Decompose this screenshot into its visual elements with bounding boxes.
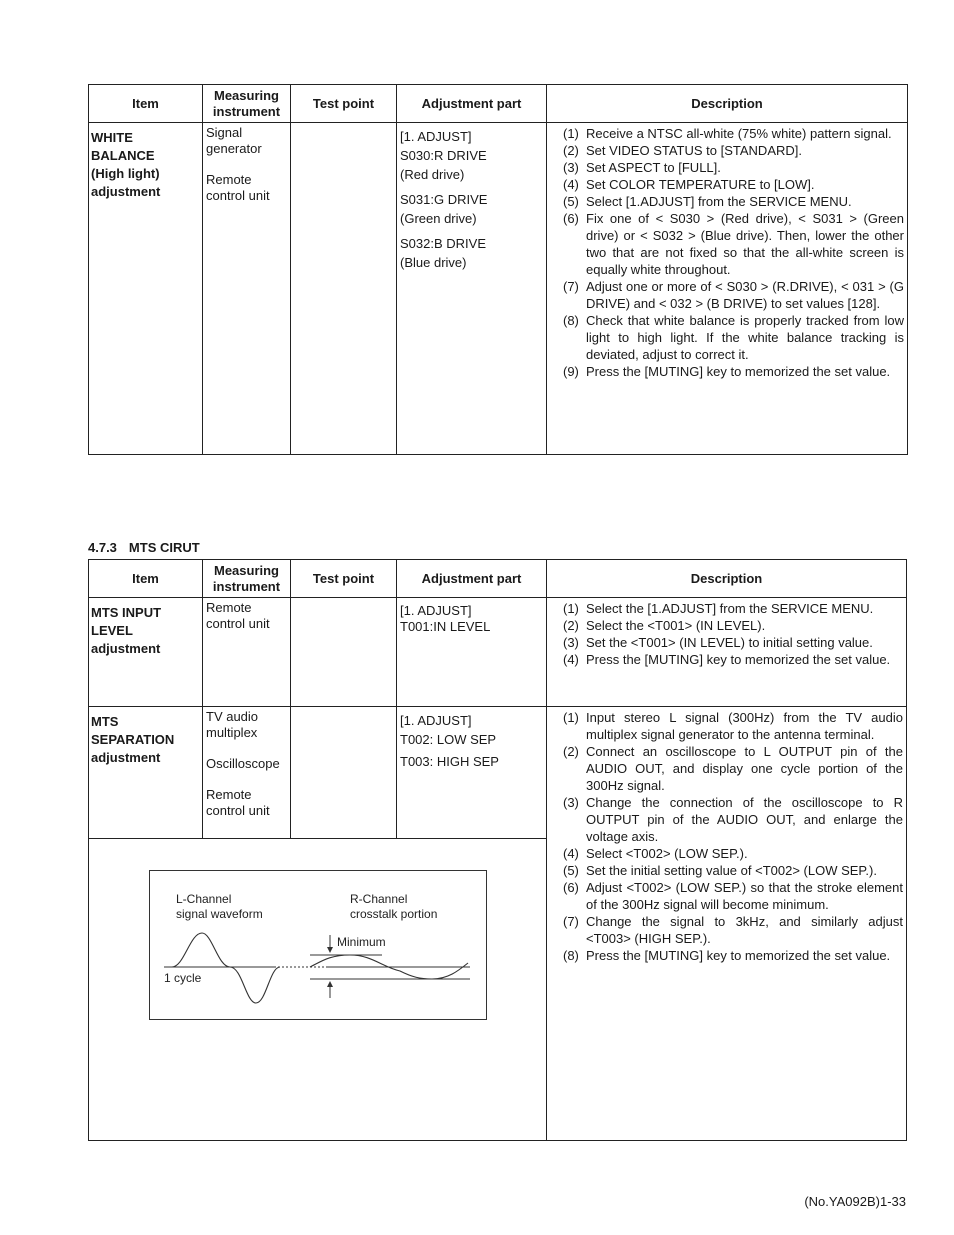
test-point-cell [291,598,397,707]
mts-circuit-table [88,559,907,1141]
r-channel-label: R-Channel crosstalk portion [350,892,438,921]
section-title: 4.7.3 MTS CIRUT [88,540,200,555]
step: (3) Change the connection of the oscilloscope to R OUTPUT pin of the AUDIO OUT, and enlarge the voltage axis. [563,795,903,844]
step: (4) Press the [MUTING] key to memorized the set value. [563,652,891,667]
description-steps [563,600,903,668]
test-point-cell [291,707,397,839]
step: (1) Receive a NTSC all-white (75% white) pattern signal. [563,126,892,141]
arrow-down-head [327,947,333,953]
minimum-label: Minimum [337,935,386,949]
description-cell [547,707,907,1141]
step: (7) Change the signal to 3kHz, and similarly adjust <T003> (HIGH SEP.). [563,914,903,946]
adjustment-part-cell: [1. ADJUST] T002: LOW SEP T003: HIGH SEP [397,707,547,839]
test-point-cell [291,123,397,455]
description-steps [563,709,903,964]
measuring-instrument-cell: Remote control unit [203,598,291,707]
white-balance-table [88,84,908,455]
arrow-up-head [327,981,333,987]
item-mts-separation: MTS SEPARATION adjustment [89,707,203,839]
description-steps [563,125,904,380]
step: (7) Adjust one or more of < S030 > (R.DRIVE), < 031 > (G DRIVE) and < 032 > (B DRIVE) to set values [128]. [563,279,904,311]
step: (2) Select the <T001> (IN LEVEL). [563,618,766,633]
page-footer: (No.YA092B)1-33 [804,1194,906,1209]
step: (4) Select <T002> (LOW SEP.). [563,846,748,861]
step: (1) Input stereo L signal (300Hz) from the TV audio multiplex signal generator to the antenna terminal. [563,710,903,742]
measuring-instrument-cell: TV audio multiplex Oscilloscope Remote control unit [203,707,291,839]
header-description: Description [547,85,908,123]
header-description: Description [547,560,907,598]
step: (5) Set the initial setting value of <T002> (LOW SEP.). [563,863,877,878]
step: (6) Fix one of < S030 > (Red drive), < S031 > (Green drive) or < S032 > (Blue drive). Then, lower the other two that are not fixed so that the all-white screen is equally white throughout. [563,211,904,277]
waveform-figure-cell [89,839,547,1141]
header-item: Item [89,560,203,598]
description-cell [547,123,908,455]
step: (4) Set COLOR TEMPERATURE to [LOW]. [563,177,815,192]
header-test-point: Test point [291,560,397,598]
header-measuring-instrument: Measuring instrument [203,560,291,598]
step: (3) Set the <T001> (IN LEVEL) to initial setting value. [563,635,873,650]
item-white-balance: WHITE BALANCE (High light) adjustment [89,123,203,455]
step: (6) Adjust <T002> (LOW SEP.) so that the stroke element of the 300Hz signal will become minimum. [563,880,903,912]
header-test-point: Test point [291,85,397,123]
step: (3) Set ASPECT to [FULL]. [563,160,721,175]
step: (2) Set VIDEO STATUS to [STANDARD]. [563,143,802,158]
header-adjustment-part: Adjustment part [397,560,547,598]
adjustment-part-cell: [1. ADJUST] S030:R DRIVE (Red drive) S031:G DRIVE (Green drive) S032:B DRIVE (Blue drive) [397,123,547,455]
l-channel-waveform [172,933,280,1003]
header-adjustment-part: Adjustment part [397,85,547,123]
header-measuring-instrument: Measuring instrument [203,85,291,123]
step: (8) Press the [MUTING] key to memorized the set value. [563,948,891,963]
step: (1) Select the [1.ADJUST] from the SERVICE MENU. [563,601,874,616]
measuring-instrument-cell: Signal generator Remote control unit [203,123,291,455]
header-item: Item [89,85,203,123]
step: (5) Select [1.ADJUST] from the SERVICE MENU. [563,194,852,209]
step: (8) Check that white balance is properly tracked from low light to high light. If the white balance tracking is deviated, adjust to correct it. [563,313,904,362]
one-cycle-label: 1 cycle [164,971,202,985]
step: (2) Connect an oscilloscope to L OUTPUT pin of the AUDIO OUT, and display one cycle portion of the 300Hz signal. [563,744,903,793]
waveform-figure [149,870,487,1020]
step: (9) Press the [MUTING] key to memorized the set value. [563,364,891,379]
l-channel-label: L-Channel signal waveform [176,892,263,921]
item-mts-input-level: MTS INPUT LEVEL adjustment [89,598,203,707]
adjustment-part-cell: [1. ADJUST] T001:IN LEVEL [397,598,547,707]
description-cell [547,598,907,707]
